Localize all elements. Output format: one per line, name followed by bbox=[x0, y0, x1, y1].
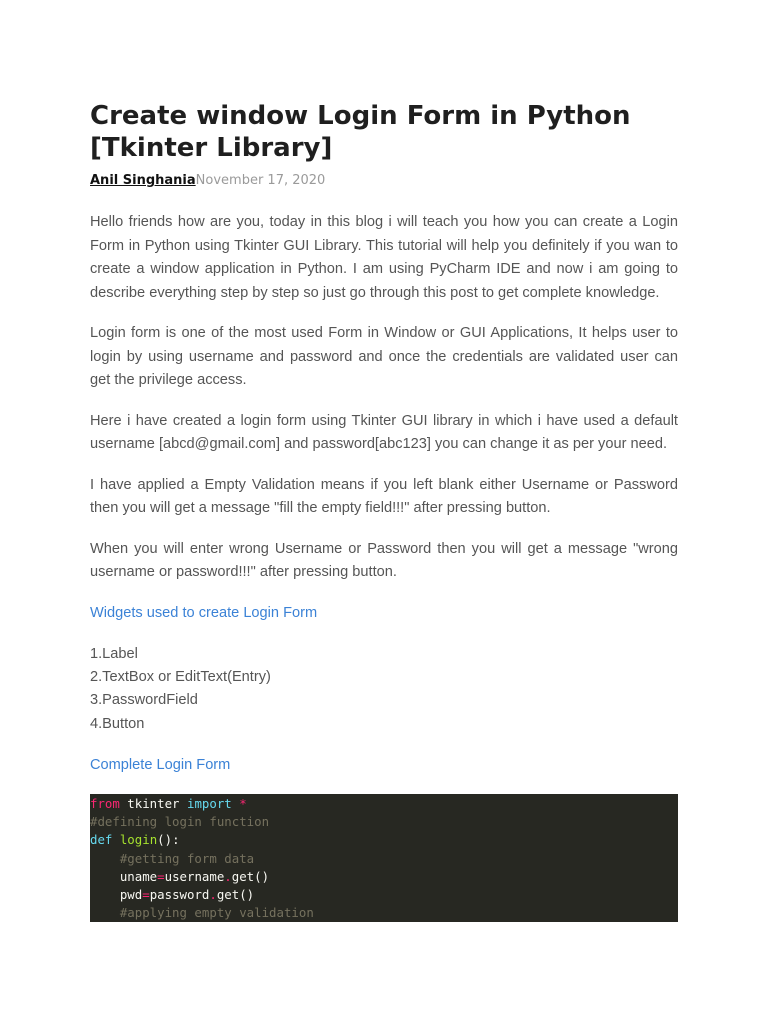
code-line bbox=[90, 813, 678, 831]
article bbox=[90, 100, 678, 777]
code-text: password bbox=[149, 886, 210, 902]
article-title-line-1: Create window Login Form in Python bbox=[90, 101, 631, 131]
list-item: 2.TextBox or EditText(Entry) bbox=[90, 668, 271, 685]
paragraph-empty-validation: I have applied a Empty Validation means if you left blank either Username or Password then you will get a message "fill the empty field!!!" after pressing button. bbox=[90, 476, 678, 516]
code-keyword: def bbox=[90, 832, 113, 848]
code-keyword: import bbox=[186, 796, 232, 811]
code-operator: * bbox=[231, 796, 247, 811]
list-item: 3.PasswordField bbox=[90, 692, 198, 709]
publish-date: November 17, 2020 bbox=[195, 173, 326, 188]
article-title bbox=[90, 100, 678, 164]
code-line bbox=[90, 868, 678, 886]
list-item: 1.Label bbox=[90, 645, 138, 662]
list-item: 4.Button bbox=[90, 715, 145, 732]
code-operator: . bbox=[209, 886, 217, 902]
paragraph-default-credentials: Here i have created a login form using Tkinter GUI library in which i have used a default username [abcd@gmail.com] and password[abc123] you can change it as per your need. bbox=[90, 412, 678, 452]
code-block bbox=[90, 794, 678, 922]
code-operator: = bbox=[142, 886, 150, 902]
code-comment: #applying empty validation bbox=[90, 905, 314, 921]
code-text: uname bbox=[90, 868, 158, 884]
code-line bbox=[90, 831, 678, 849]
code-line bbox=[90, 886, 678, 904]
paragraph-login-form: Login form is one of the most used Form in Window or GUI Applications, It helps user to login by using username and password and once the credentials are validated user can get the privilege access. bbox=[90, 325, 678, 388]
code-text: (): bbox=[157, 832, 180, 848]
code-function-name: login bbox=[112, 832, 158, 848]
code-text: get() bbox=[231, 868, 270, 884]
paragraph-intro: Hello friends how are you, today in this blog i will teach you how you can create a Login Form in Python using Tkinter GUI Library. This tutorial will help you definitely if you wan to create a window application in Python. I am using PyCharm IDE and now i am going to describe everything step by step so just go through this post to get complete knowledge. bbox=[90, 214, 678, 301]
article-meta bbox=[90, 172, 678, 190]
widgets-heading-link[interactable]: Widgets used to create Login Form bbox=[90, 604, 318, 621]
code-operator: . bbox=[224, 868, 232, 884]
code-comment: #defining login function bbox=[90, 814, 270, 830]
code-line bbox=[90, 795, 678, 813]
code-line bbox=[90, 904, 678, 922]
code-text: get() bbox=[216, 886, 255, 902]
article-title-line-2: [Tkinter Library] bbox=[90, 133, 333, 163]
code-text: username bbox=[164, 868, 225, 884]
code-operator: = bbox=[157, 868, 165, 884]
code-line bbox=[90, 850, 678, 868]
code-text: tkinter bbox=[119, 796, 187, 811]
code-keyword: from bbox=[90, 796, 120, 811]
author-link[interactable]: Anil Singhania bbox=[90, 173, 196, 188]
code-comment: #getting form data bbox=[90, 850, 255, 866]
code-text: pwd bbox=[90, 886, 143, 902]
paragraph-wrong-credentials: When you will enter wrong Username or Password then you will get a message "wrong username or password!!!" after pressing button. bbox=[90, 540, 678, 580]
complete-form-heading-link[interactable]: Complete Login Form bbox=[90, 757, 231, 774]
widgets-list bbox=[90, 643, 678, 737]
